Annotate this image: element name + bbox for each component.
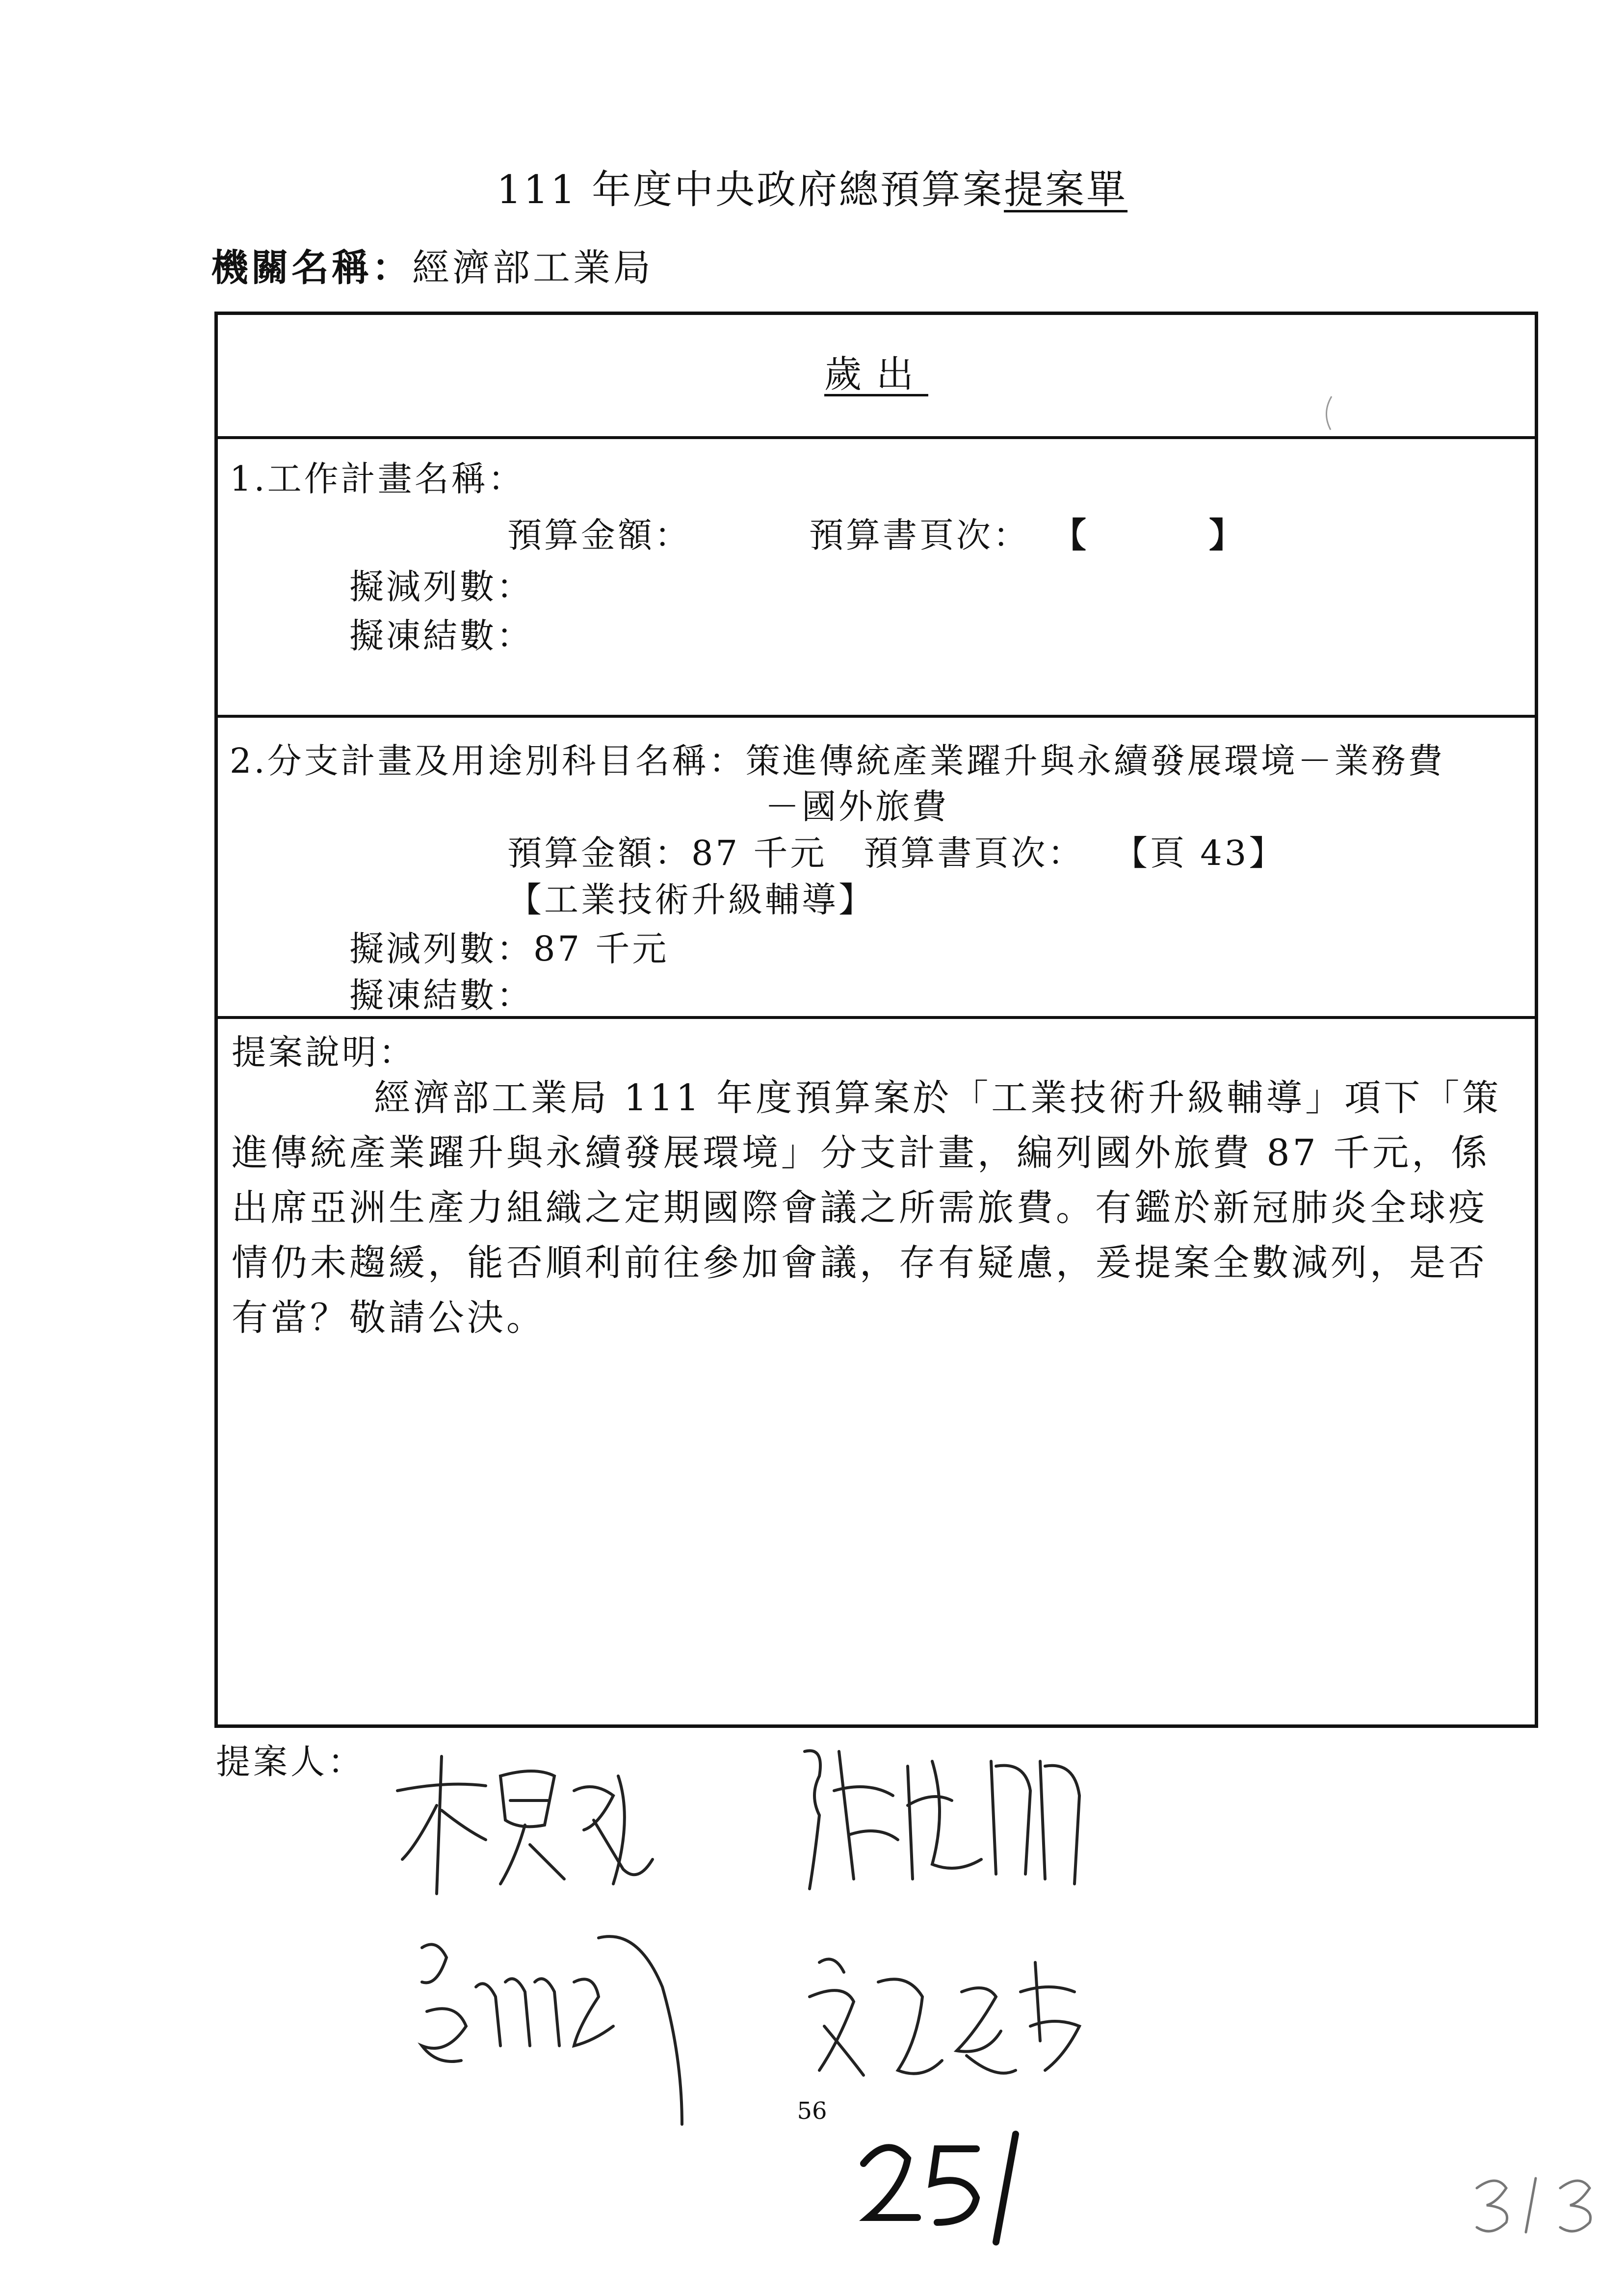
- subplan-row: [218, 718, 1535, 1019]
- explanation-row: [218, 1019, 1535, 1724]
- section-head: [218, 344, 1535, 398]
- subplan-cut: 擬減列數：87 千元: [349, 929, 669, 969]
- handwritten-corner-number: [1467, 2168, 1614, 2242]
- page-title: [0, 158, 1624, 214]
- freeze-label: 擬凍結數：: [349, 616, 533, 656]
- signature-2: [785, 1732, 1089, 1908]
- subplan-page-ref: 【頁 43】: [1113, 833, 1286, 873]
- bracket-open: 【: [1052, 515, 1089, 555]
- title-underlined: 提案單: [1004, 167, 1128, 212]
- cut-label: 擬減列數：: [349, 567, 533, 607]
- proposer-label: 提案人：: [216, 1742, 365, 1782]
- signature-4: [790, 1943, 1094, 2100]
- signature-1: [388, 1747, 662, 1904]
- proposal-table: [214, 312, 1538, 1728]
- page-number: 56: [797, 2097, 827, 2125]
- work-plan-row: [218, 439, 1535, 718]
- stray-mark: [1317, 393, 1336, 433]
- explanation-body: 經濟部工業局 111 年度預算案於「工業技術升級輔導」項下「策進傳統產業躍升與永續發展環境」分支計畫，編列國外旅費 87 千元，係出席亞洲生產力組織之定期國際會議之所需旅費。有鑑於新冠肺炎全球疫情仍未趨緩，能否順利前往參加會議，存有疑慮，爰提案全數減列，是否有當？敬請公決。: [232, 1077, 1502, 1339]
- subplan-heading: 2.分支計畫及用途別科目名稱：策進傳統產業躍升與永續發展環境－業務費: [230, 741, 1445, 781]
- agency-value: 經濟部工業局: [412, 246, 654, 289]
- title-prefix: 111 年度中央政府總預算案: [496, 167, 1004, 212]
- handwritten-page-number: [854, 2124, 1050, 2252]
- bracket-close: 】: [1209, 515, 1246, 555]
- explanation-heading: 提案說明：: [232, 1032, 416, 1072]
- agency-line: [211, 238, 654, 291]
- budget-page-label: 預算書頁次：: [809, 515, 1030, 555]
- agency-label: 機關名稱：: [211, 246, 412, 289]
- subplan-program: 【工業技術升級輔導】: [507, 880, 875, 920]
- budget-amount-label: 預算金額：: [507, 515, 691, 555]
- subplan-freeze: 擬凍結數：: [349, 975, 533, 1016]
- work-plan-heading: 1.工作計畫名稱：: [230, 459, 525, 499]
- subplan-budget-line: 預算金額：87 千元 預算書頁次：: [507, 833, 1085, 873]
- section-head-text: 歲出: [824, 352, 928, 396]
- subplan-heading-cont: －國外旅費: [765, 786, 949, 827]
- section-head-row: [218, 315, 1535, 439]
